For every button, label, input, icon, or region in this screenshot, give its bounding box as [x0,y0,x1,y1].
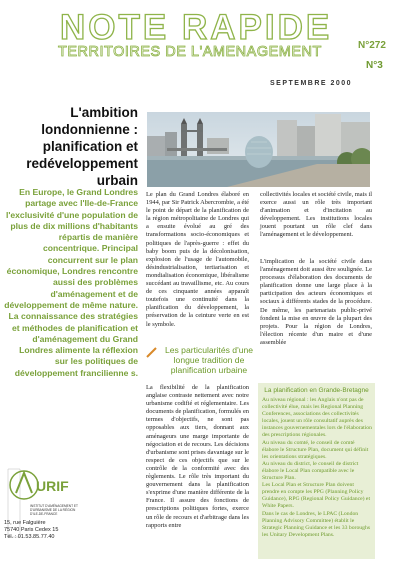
logo-caption: INSTITUT D'AMÉNAGEMENT ET D'URBANISME DE LA RÉGION D'ILE-DE-FRANCE [30,504,78,516]
publication-title: NOTE RAPIDE [60,8,333,47]
address-line: 75740 Paris Cedex 15 [4,527,59,533]
london-thames-photo [147,112,370,187]
address-line: 15, rue Falguière [4,520,46,526]
article-title: L'ambition londonnienne : planification et redéveloppement urbain [26,105,138,188]
article-column-1-bottom: La flexibilité de la planification anglaise contraste nettement avec notre urbanisme codifié et réglementaire. Les documents de planification, formulés en termes d'objectifs, ne sont pas opposables aux tiers, donnant aux aménageurs une marge importante de négociation et de recours. Les décisions d'urbanisme sont prises davantage sur le respect de ces objectifs que sur le contrôle de la conformité avec des règlements. Le rôle très important du gouvernement dans la planification s'exprime d'une manière différente de la France. Il assure des fonctions de prescriptions politiques fortes, exerce un rôle de recours et d'arbitrage dans les rapports entre [146,384,249,529]
sidebar-box-title: La planification en Grande-Bretagne [264,387,369,394]
masthead [0,0,400,80]
article-column-1: Le plan du Grand Londres élaboré en 1944, par Sir Patrick Abercrombie, a été le point de départ de la planification de la région métropolitaine de Londres qui a ensuite évolué au gré des transformations socio-économiques et politiques de l'après-guerre : effet du baby boom puis de la décolonisation, explosion de l'usage de l'automobile, désindustrialisation, tertiarisation et mondialisation économique, libéralisme succédant au travaillisme, etc. Au cours de ces cinquante années apparaît toutefois une continuité dans la planification du développement, la préservation de la ceinture verte en est le symbole. [146,191,249,328]
box-paragraph: Dans le cas de Londres, le LPAC (London Planning Advisory Committee) établit le Strategic Planning Guidance et les 33 boroughs les Unitary Development Plans. [262,510,371,538]
box-paragraph: Au niveau du district, le conseil de district élabore le Local Plan compatible avec le Structure Plan. [262,460,359,482]
publisher-address [4,520,84,541]
article-column-3: L'implication de la société civile dans l'aménagement doit aussi être soulignée. Le processus d'élaboration des documents de planification donne une large place à la participation des acteurs économiques et sociaux à différents stades de la procédure. De même, les partenariats public-privé fondent la mise en œuvre de la plupart des projets. Pour la région de Londres, l'élection récente d'un maire et d'une assemblée [260,258,372,346]
article-column-2: collectivités locales et société civile, mais il exerce aussi un rôle très important d'animation et d'incitation au développement. Les institutions locales jouent pourtant un rôle clef dans l'aménagement et le développement. [260,191,372,239]
section-title: Les particularités d'une longue tradition de planification urbaine [164,345,254,376]
issue-number: N°272 [358,40,386,51]
box-paragraph: Au niveau régional : les Anglais n'ont pas de collectivité élue, mais les Regional Planning Conferences, associations des collectivités locales, jouent un rôle consultatif auprès des instances gouvernementales lors de l'élaboration des prescriptions régionales. [262,397,372,439]
sidebar-box-body [262,397,372,539]
article-lead: En Europe, le Grand Londres partage avec l'Ile-de-France l'exclusivité d'une population de plus de dix millions d'habitants répartis de manière concentrique. Principal concurrent sur le plan économique, Londres rencontre aussi des problèmes d'aménagement et de développement de même nature. La connaissance des stratégies et méthodes de planification et d'aménagement du Grand Londres alimente la réflexion sur les politiques de développement francilienne s. [4,187,138,378]
box-paragraph: Au niveau du comté, le conseil de comté élabore le Structure Plan, document qui définit les orientations stratégiques. [262,439,369,460]
address-line: Tél. : 01.53.85.77.40 [4,534,55,540]
svg-text:URIF: URIF [36,478,69,494]
publication-date: SEPTEMBRE 2000 [270,80,353,87]
series-issue: N°3 [366,60,383,71]
section-marker-icon [146,347,157,358]
iaurif-wordmark-icon [6,467,76,503]
box-paragraph: Les Local Plan et Structure Plan doivent prendre en compte les PPG (Planning Policy Guidance), RPG (Regional Policy Guidance) et White Papers. [262,482,371,510]
series-title: TERRITOIRES DE L'AMENAGEMENT [58,44,322,60]
